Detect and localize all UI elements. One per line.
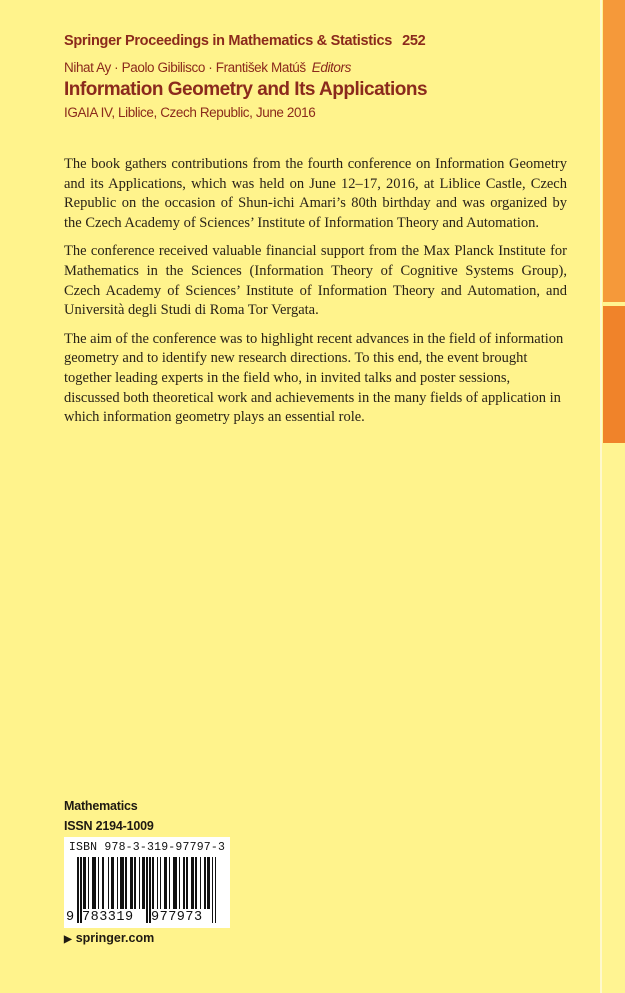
series-line: [64, 31, 584, 51]
editor-names: Nihat Ay · Paolo Gibilisco · František Matúš: [64, 60, 306, 75]
website-label: springer.com: [75, 931, 155, 945]
blurb: [64, 155, 567, 437]
book-title: Information Geometry and Its Applications: [64, 79, 428, 100]
spine-fold-line: [600, 0, 602, 993]
publication-meta: [64, 796, 154, 836]
publisher-website[interactable]: [64, 931, 154, 945]
isbn-barcode: [64, 837, 230, 928]
blurb-paragraph-3: The aim of the conference was to highlight recent advances in the field of information geometry and to identify new research directions. To this end, the event brought together leading experts in the field who, in invited talks and poster sessions, discussed both theoretical work and achievements in the many fields of application in which information geometry plays an essential role.: [64, 330, 564, 426]
series-number: 252: [402, 33, 426, 49]
blurb-paragraph-1: The book gathers contributions from the fourth conference on Information Geometry and its Applications, which was held on June 12–17, 2016, at Liblice Castle, Czech Republic on the occasion of Shun-ichi Amari’s 80th birthday and was organized by the Czech Academy of Sciences’ Institute of Information Theory and Automation.: [64, 156, 567, 231]
series-name: Springer Proceedings in Mathematics & Statistics: [64, 33, 393, 49]
editors-line: [64, 59, 584, 77]
barcode-digits-left: 783319: [82, 910, 134, 925]
blurb-paragraph-2: The conference received valuable financial support from the Max Planck Institute for Mathematics in the Sciences (Information Theory of Cognitive Systems Group), Czech Academy of Sciences’ Institute of Information Theory and Automation, and Università degli Studi di Roma Tor Vergata.: [64, 243, 567, 319]
subject-label: Mathematics: [64, 799, 138, 813]
issn-label: ISSN 2194-1009: [64, 819, 154, 833]
barcode-digit-lead: 9: [66, 910, 75, 925]
editors-role: Editors: [311, 60, 351, 75]
triangle-arrow-icon: ▶: [64, 934, 72, 945]
barcode-digits-right: 977973: [151, 910, 203, 925]
book-subtitle: IGAIA IV, Liblice, Czech Republic, June 2016: [64, 105, 316, 120]
orange-strip-top: [603, 0, 625, 302]
cover-header: [64, 31, 584, 123]
isbn-label: ISBN 978-3-319-97797-3: [68, 841, 226, 854]
orange-strip-bottom: [603, 306, 625, 443]
